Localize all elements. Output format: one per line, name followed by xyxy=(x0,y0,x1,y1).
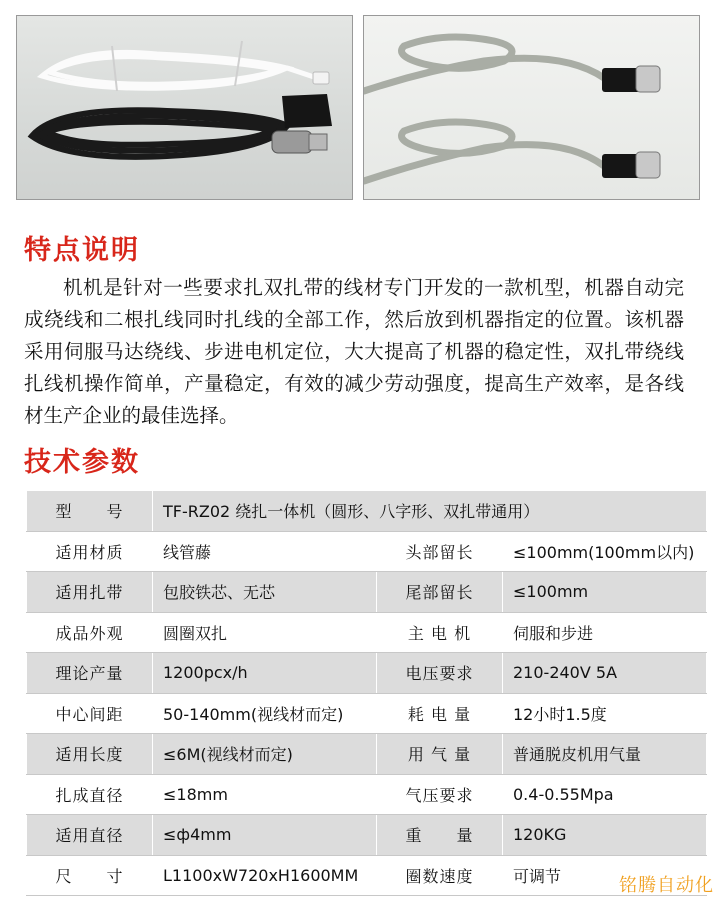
spec-label-model: 型 号 xyxy=(27,491,153,532)
params-title: 技术参数 xyxy=(24,447,140,478)
watermark-brand: 铭腾自动化 xyxy=(619,875,714,896)
table-row xyxy=(27,774,707,815)
spec-label: 耗 电 量 xyxy=(377,693,503,734)
spec-label: 用 气 量 xyxy=(377,734,503,775)
spec-label: 尾部留长 xyxy=(377,572,503,613)
spec-value: 210-240V 5A xyxy=(503,653,707,694)
table-row xyxy=(27,734,707,775)
spec-value: 线管藤 xyxy=(153,531,377,572)
spec-label: 头部留长 xyxy=(377,531,503,572)
spec-value: 普通脱皮机用气量 xyxy=(503,734,707,775)
spec-value: ≤100mm(100mm以内) xyxy=(503,531,707,572)
spec-label: 主 电 机 xyxy=(377,612,503,653)
table-row xyxy=(27,491,707,532)
table-row xyxy=(27,612,707,653)
spec-value: ≤ф4mm xyxy=(153,815,377,856)
table-row xyxy=(27,572,707,613)
product-photo-cables-gray xyxy=(363,15,700,200)
table-row xyxy=(27,531,707,572)
spec-label: 成品外观 xyxy=(27,612,153,653)
features-title: 特点说明 xyxy=(24,235,140,266)
spec-label: 中心间距 xyxy=(27,693,153,734)
spec-value: ≤100mm xyxy=(503,572,707,613)
spec-label: 适用材质 xyxy=(27,531,153,572)
features-description: 机机是针对一些要求扎双扎带的线材专门开发的一款机型，机器自动完成绕线和二根扎线同时扎线的全部工作，然后放到机器指定的位置。该机器采用伺服马达绕线、步进电机定位，大大提高了机器的稳定性，双扎带绕线扎线机操作简单，产量稳定，有效的减少劳动强度，提高生产效率，是各线材生产企业的最佳选择。 xyxy=(24,276,684,427)
spec-label: 扎成直径 xyxy=(27,774,153,815)
spec-value: 120KG xyxy=(503,815,707,856)
table-row xyxy=(27,653,707,694)
spec-value: L1100xW720xH1600MM xyxy=(153,855,377,896)
spec-label: 适用直径 xyxy=(27,815,153,856)
spec-label: 尺 寸 xyxy=(27,855,153,896)
spec-value: 12小时1.5度 xyxy=(503,693,707,734)
spec-value: 圆圈双扎 xyxy=(153,612,377,653)
spec-value: ≤18mm xyxy=(153,774,377,815)
spec-value: 伺服和步进 xyxy=(503,612,707,653)
spec-value: 包胶铁芯、无芯 xyxy=(153,572,377,613)
table-row xyxy=(27,693,707,734)
table-row xyxy=(27,815,707,856)
spec-label: 气压要求 xyxy=(377,774,503,815)
spec-value: 可调节 xyxy=(503,855,707,896)
spec-label: 圈数速度 xyxy=(377,855,503,896)
spec-label: 适用长度 xyxy=(27,734,153,775)
spec-value: ≤6M(视线材而定) xyxy=(153,734,377,775)
spec-value: 0.4-0.55Mpa xyxy=(503,774,707,815)
spec-table xyxy=(26,490,707,896)
spec-label: 电压要求 xyxy=(377,653,503,694)
spec-label: 适用扎带 xyxy=(27,572,153,613)
product-photo-cables-white-black xyxy=(16,15,353,200)
table-row xyxy=(27,855,707,896)
spec-label: 理论产量 xyxy=(27,653,153,694)
spec-value-model: TF-RZ02 绕扎一体机（圆形、八字形、双扎带通用） xyxy=(153,491,707,532)
spec-value: 50-140mm(视线材而定) xyxy=(153,693,377,734)
spec-value: 1200pcx/h xyxy=(153,653,377,694)
spec-label: 重 量 xyxy=(377,815,503,856)
